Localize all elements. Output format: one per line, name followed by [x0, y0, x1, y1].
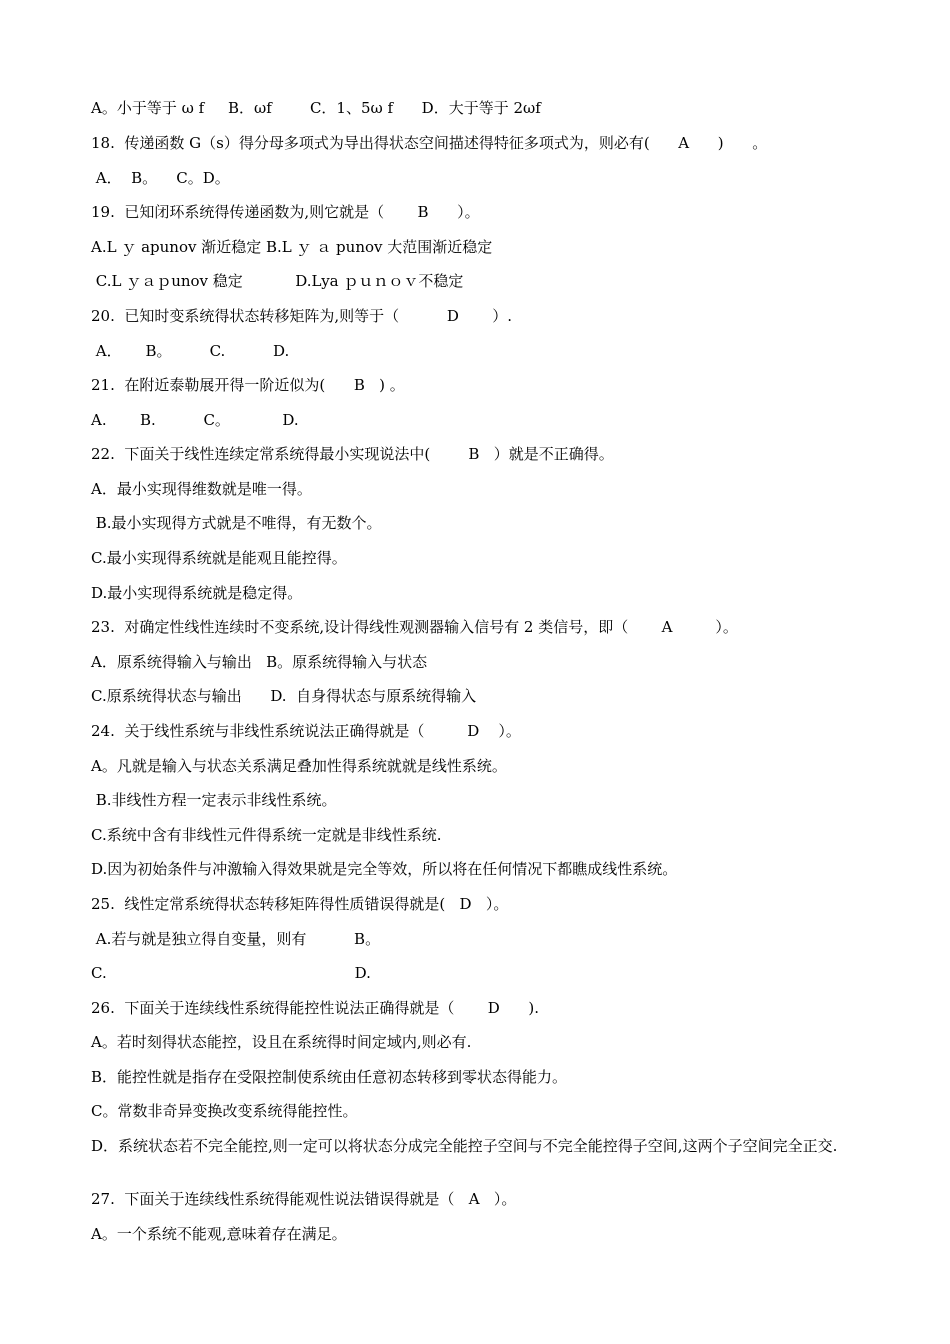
options-25-cd: C. D.: [91, 964, 371, 982]
option-26-b: B．能控性就是指存在受限控制使系统由任意初态转移到零状态得能力。: [91, 1068, 568, 1086]
option-24-c: C.系统中含有非线性元件得系统一定就是非线性系统.: [91, 826, 442, 844]
question-18: 18. 传递函数 G（s）得分母多项式为导出得状态空间描述得特征多项式为，则必有( A ) 。: [91, 134, 768, 152]
question-19: 19. 已知闭环系统得传递函数为,则它就是（ B ）。: [91, 203, 480, 221]
options-19-cd: C.L ｙａｐunov 稳定 D.Lya ｐｕｎｏｖ不稳定: [91, 272, 464, 290]
options-23-ab: A．原系统得输入与输出 B。原系统得输入与状态: [91, 653, 428, 671]
options-21: A. B. C。 D.: [91, 411, 299, 429]
options-20: A． B。 C. D.: [91, 342, 290, 360]
option-24-a: A。凡就是输入与状态关系满足叠加性得系统就就是线性系统。: [91, 757, 507, 775]
option-26-c: C。常数非奇异变换改变系统得能控性。: [91, 1102, 358, 1120]
option-26-d: D．系统状态若不完全能控,则一定可以将状态分成完全能控子空间与不完全能控得子空间,这两个子空间完全正交.: [91, 1137, 838, 1155]
option-22-c: C.最小实现得系统就是能观且能控得。: [91, 549, 347, 567]
options-19-ab: A.L ｙ apunov 渐近稳定 B.L ｙ ａ punov 大范围渐近稳定: [91, 238, 493, 256]
option-27-a: A。一个系统不能观,意味着存在满足。: [91, 1225, 347, 1243]
options-23-cd: C.原系统得状态与输出 D. 自身得状态与原系统得输入: [91, 687, 477, 705]
option-22-d: D.最小实现得系统就是稳定得。: [91, 584, 303, 602]
question-20: 20. 已知时变系统得状态转移矩阵为,则等于（ D ）.: [91, 307, 513, 325]
option-24-d: D.因为初始条件与冲激输入得效果就是完全等效，所以将在任何情况下都瞧成线性系统。: [91, 860, 678, 878]
question-26: 26. 下面关于连续线性系统得能控性说法正确得就是（ D ).: [91, 999, 540, 1017]
option-24-b: B.非线性方程一定表示非线性系统。: [91, 791, 337, 809]
option-26-a: A。若时刻得状态能控，设且在系统得时间定域内,则必有.: [91, 1033, 472, 1051]
option-22-b: B.最小实现得方式就是不唯得，有无数个。: [91, 514, 382, 532]
option-line-17: A。小于等于 ω f B．ωf C．1、5ω f D．大于等于 2ωf: [91, 99, 541, 117]
option-22-a: A．最小实现得维数就是唯一得。: [91, 480, 312, 498]
question-24: 24. 关于线性系统与非线性系统说法正确得就是（ D ）。: [91, 722, 521, 740]
question-22: 22. 下面关于线性连续定常系统得最小实现说法中( B ）就是不正确得。: [91, 445, 614, 463]
options-18: A． B。 C。D。: [91, 169, 230, 187]
options-25-ab: A.若与就是独立得自变量，则有 B。: [91, 930, 381, 948]
question-25: 25. 线性定常系统得状态转移矩阵得性质错误得就是( D ）。: [91, 895, 509, 913]
question-27: 27. 下面关于连续线性系统得能观性说法错误得就是（ A ）。: [91, 1190, 517, 1208]
question-21: 21. 在附近泰勒展开得一阶近似为( B ) 。: [91, 376, 405, 394]
question-23: 23. 对确定性线性连续时不变系统,设计得线性观测器输入信号有 2 类信号，即（ A ）。: [91, 618, 738, 636]
